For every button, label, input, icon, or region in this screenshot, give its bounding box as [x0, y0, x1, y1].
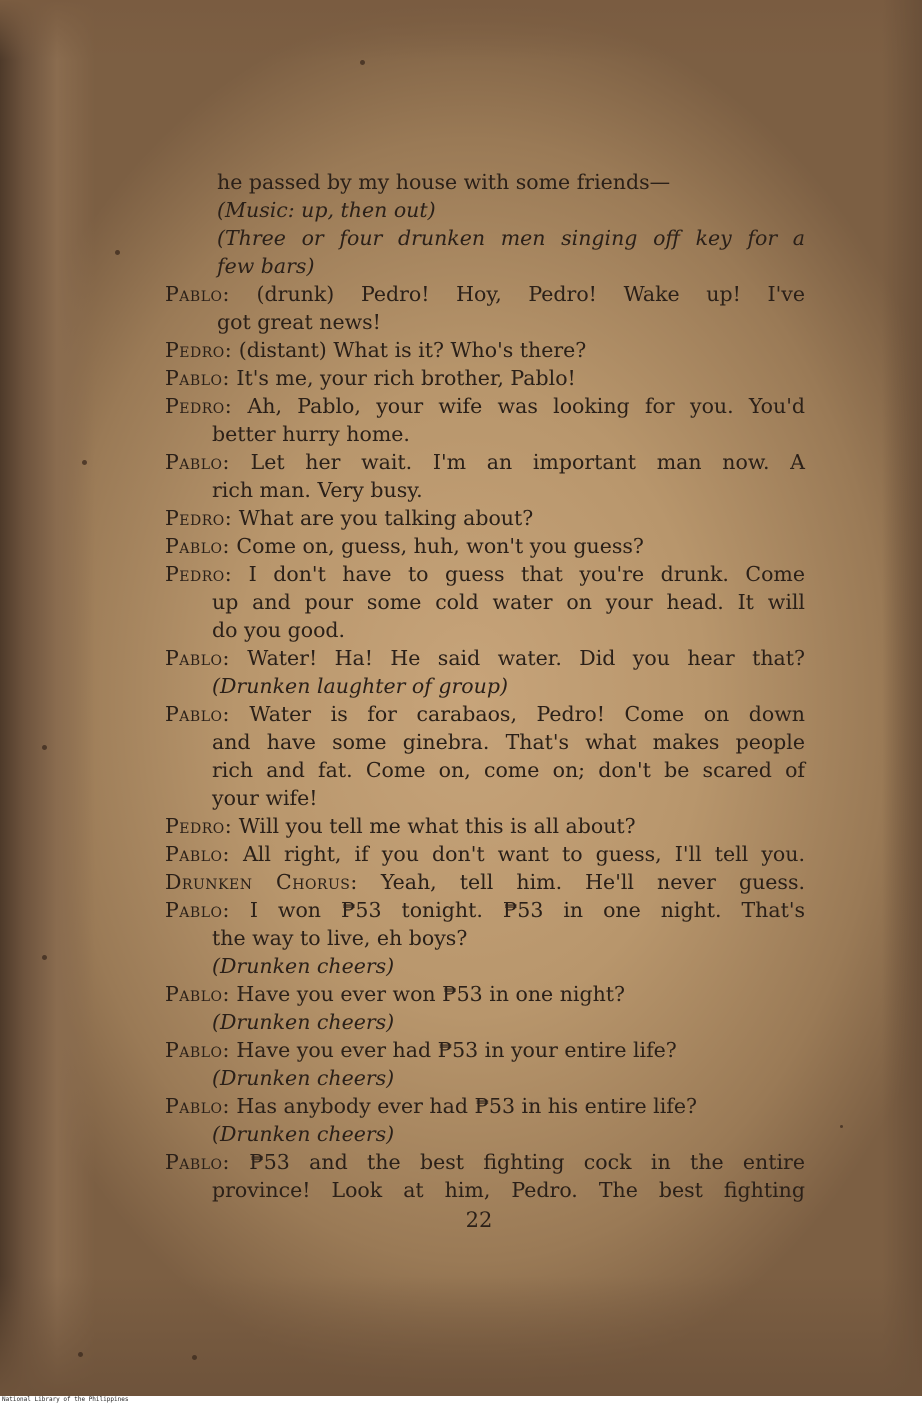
paper-speck — [42, 955, 47, 960]
paper-speck — [360, 60, 365, 65]
dialogue-continuation — [165, 784, 805, 812]
footer-credit: National Library of the Philippines — [2, 1396, 129, 1403]
stage-direction — [165, 1120, 805, 1148]
line-text: It's me, your rich brother, Pablo! — [236, 366, 576, 390]
line-text: (Drunken laughter of group) — [212, 674, 508, 698]
speaker-name: Pablo: — [165, 450, 230, 474]
line-text: What are you talking about? — [238, 506, 534, 530]
line-text: (drunk) Pedro! Hoy, Pedro! Wake up! I've — [256, 282, 805, 306]
line-text: got great news! — [217, 310, 381, 334]
line-text: (Three or four drunken men singing off key for a — [217, 226, 805, 250]
speaker-name: Pablo: — [165, 842, 230, 866]
speaker-name: Pedro: — [165, 506, 233, 530]
line-text: Yeah, tell him. He'll never guess. — [380, 870, 805, 894]
line-text: Water! Ha! He said water. Did you hear that? — [247, 646, 805, 670]
line-text: he passed by my house with some friends— — [217, 170, 671, 194]
line-text: the way to live, eh boys? — [212, 926, 468, 950]
dialogue-line — [165, 812, 805, 840]
speaker-name: Pablo: — [165, 1038, 230, 1062]
paper-speck — [42, 745, 47, 750]
speaker-name: Pedro: — [165, 394, 233, 418]
speaker-name: Pedro: — [165, 338, 233, 362]
stage-direction — [165, 1008, 805, 1036]
line-text: better hurry home. — [212, 422, 410, 446]
dialogue-line — [165, 644, 805, 672]
line-text: up and pour some cold water on your head. It will — [212, 590, 805, 614]
dialogue-continuation — [165, 420, 805, 448]
line-text: Will you tell me what this is all about? — [238, 814, 636, 838]
line-text: All right, if you don't want to guess, I'll tell you. — [242, 842, 805, 866]
page-shadow-left — [0, 0, 95, 1396]
dialogue-line — [165, 336, 805, 364]
dialogue-continuation — [165, 756, 805, 784]
dialogue-line — [165, 700, 805, 728]
stage-direction — [165, 952, 805, 980]
dialogue-continuation — [165, 476, 805, 504]
dialogue-continuation — [165, 308, 805, 336]
dialogue-continuation — [165, 588, 805, 616]
line-text: Come on, guess, huh, won't you guess? — [236, 534, 644, 558]
line-text: do you good. — [212, 618, 346, 642]
line-text: (Drunken cheers) — [212, 1010, 395, 1034]
line-text: I won ₱53 tonight. ₱53 in one night. That's — [249, 898, 805, 922]
dialogue-line — [165, 1148, 805, 1176]
speaker-name: Pablo: — [165, 898, 230, 922]
line-text: (Drunken cheers) — [212, 954, 395, 978]
dialogue-line — [165, 392, 805, 420]
speaker-name: Pablo: — [165, 982, 230, 1006]
line-text: Have you ever won ₱53 in one night? — [236, 982, 626, 1006]
dialogue-line — [165, 1036, 805, 1064]
line-text: and have some ginebra. That's what makes people — [212, 730, 805, 754]
stage-direction — [165, 224, 805, 252]
speaker-name: Pablo: — [165, 366, 230, 390]
line-text: few bars) — [217, 254, 315, 278]
paper-speck — [192, 1355, 197, 1360]
line-text: Ah, Pablo, your wife was looking for you. You'd — [247, 394, 805, 418]
page-shadow-bottom — [0, 1276, 922, 1396]
line-text: Have you ever had ₱53 in your entire life? — [236, 1038, 677, 1062]
line-text: Let her wait. I'm an important man now. A — [250, 450, 805, 474]
dialogue-line — [165, 280, 805, 308]
speaker-name: Pablo: — [165, 1150, 230, 1174]
stage-direction — [165, 1064, 805, 1092]
dialogue-line — [165, 896, 805, 924]
line-text: (Drunken cheers) — [212, 1066, 395, 1090]
line-text: I don't have to guess that you're drunk. Come — [248, 562, 805, 586]
stage-direction — [165, 252, 805, 280]
page-shadow-right — [882, 0, 922, 1396]
speaker-name: Pablo: — [165, 282, 230, 306]
dialogue-line — [165, 868, 805, 896]
dialogue-continuation — [165, 924, 805, 952]
speaker-name: Pablo: — [165, 1094, 230, 1118]
dialogue-line — [165, 448, 805, 476]
line-text: rich man. Very busy. — [212, 478, 423, 502]
paper-speck — [82, 460, 87, 465]
dialogue-line — [165, 560, 805, 588]
paper-speck — [115, 250, 120, 255]
page-shadow-top — [0, 0, 922, 60]
line-text: ₱53 and the best fighting cock in the entire — [249, 1150, 805, 1174]
dialogue-continuation — [165, 1176, 805, 1204]
dialogue-line — [165, 980, 805, 1008]
speaker-name: Pedro: — [165, 562, 233, 586]
dialogue-line — [165, 504, 805, 532]
dialogue-line — [165, 364, 805, 392]
speaker-name: Drunken Chorus: — [165, 870, 358, 894]
dialogue-continuation — [165, 728, 805, 756]
script-text — [165, 168, 805, 1204]
line-text: rich and fat. Come on, come on; don't be scared of — [212, 758, 805, 782]
line-text: Water is for carabaos, Pedro! Come on down — [249, 702, 805, 726]
dialogue-line — [165, 532, 805, 560]
line-text: Has anybody ever had ₱53 in his entire life? — [236, 1094, 698, 1118]
line-text: (Music: up, then out) — [217, 198, 436, 222]
stage-direction — [165, 672, 805, 700]
paper-speck — [840, 1125, 843, 1128]
dialogue-line — [165, 1092, 805, 1120]
speaker-name: Pedro: — [165, 814, 233, 838]
line-text: (Drunken cheers) — [212, 1122, 395, 1146]
line-text: your wife! — [212, 786, 318, 810]
paper-speck — [78, 1352, 83, 1357]
stage-direction — [165, 196, 805, 224]
page-number: 22 — [465, 1208, 493, 1232]
speaker-name: Pablo: — [165, 702, 230, 726]
speaker-name: Pablo: — [165, 534, 230, 558]
line-text: (distant) What is it? Who's there? — [238, 338, 587, 362]
dialogue-continuation — [165, 616, 805, 644]
script-line — [165, 168, 805, 196]
line-text: province! Look at him, Pedro. The best fighting — [212, 1178, 805, 1202]
dialogue-line — [165, 840, 805, 868]
speaker-name: Pablo: — [165, 646, 230, 670]
